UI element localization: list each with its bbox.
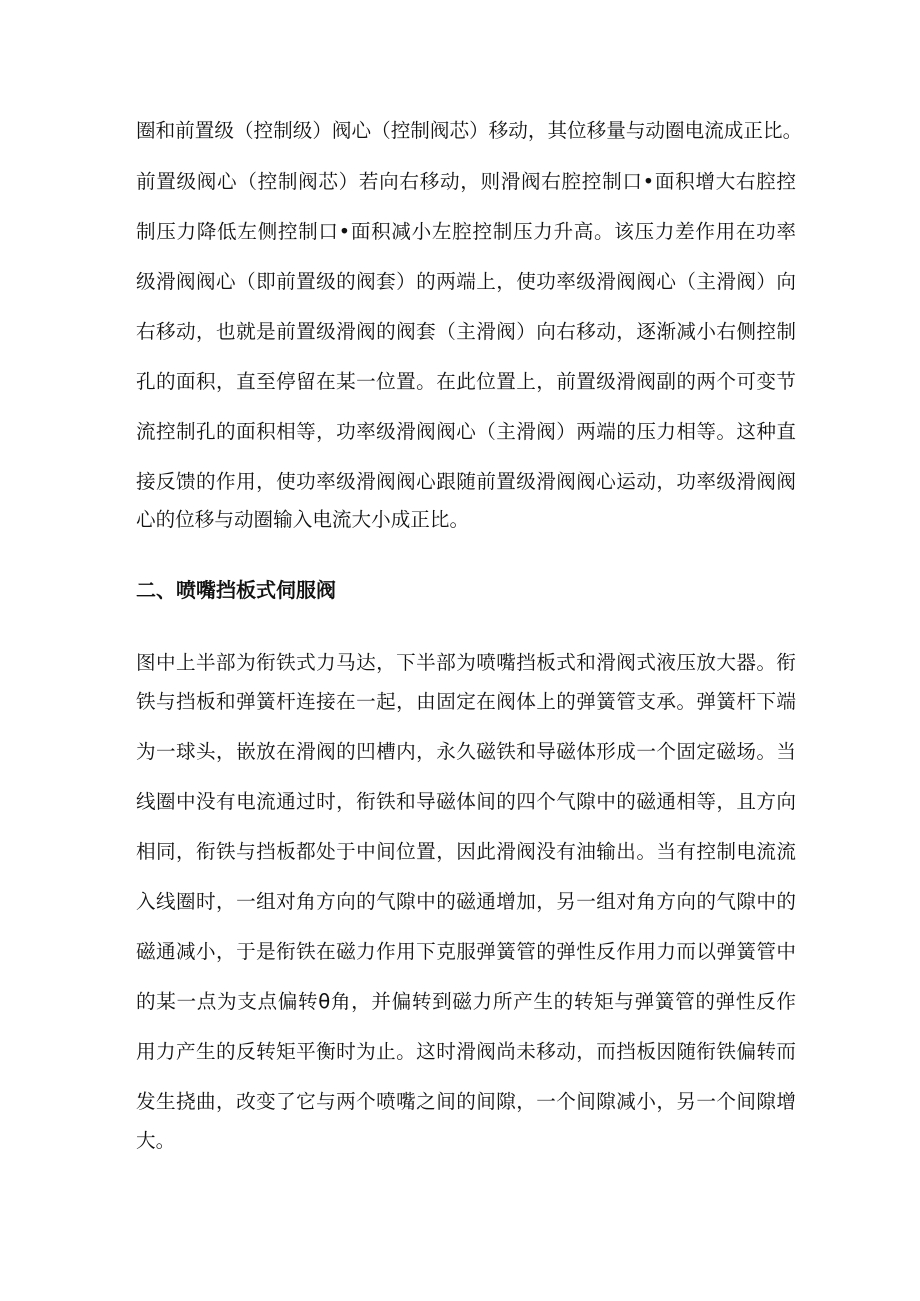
paragraph-line: 相同，衔铁与挡板都处于中间位置，因此滑阀没有油输出。当有控制电流流 (136, 840, 796, 863)
paragraph-line: 为一球头，嵌放在滑阀的凹槽内，永久磁铁和导磁体形成一个固定磁场。当 (136, 740, 796, 763)
paragraph-line: 孔的面积，直至停留在某一位置。在此位置上，前置级滑阀副的两个可变节 (136, 370, 796, 393)
paragraph-line: 心的位移与动圈输入电流大小成正比。 (136, 508, 470, 531)
paragraph-line: 大。 (136, 1129, 176, 1152)
paragraph-line: 圈和前置级（控制级）阀心（控制阀芯）移动，其位移量与动圈电流成正比。 (136, 119, 803, 142)
paragraph-line: 级滑阀阀心（即前置级的阀套）的两端上，使功率级滑阀阀心（主滑阀）向 (136, 270, 796, 293)
paragraph-line: 的某一点为支点偏转θ角，并偏转到磁力所产生的转矩与弹簧管的弹性反作 (136, 990, 796, 1013)
paragraph-line: 铁与挡板和弹簧杆连接在一起，由固定在阀体上的弹簧管支承。弹簧杆下端 (136, 690, 796, 713)
paragraph-line: 前置级阀心（控制阀芯）若向右移动，则滑阀右腔控制口•面积增大右腔控 (136, 170, 796, 193)
paragraph-line: 入线圈时，一组对角方向的气隙中的磁通增加，另一组对角方向的气隙中的 (136, 890, 796, 913)
paragraph-line: 制压力降低左侧控制口•面积减小左腔控制压力升高。该压力差作用在功率 (136, 220, 796, 243)
paragraph-line: 发生挠曲，改变了它与两个喷嘴之间的间隙，一个间隙减小，另一个间隙增 (136, 1090, 796, 1113)
paragraph-line: 磁通减小，于是衔铁在磁力作用下克服弹簧管的弹性反作用力而以弹簧管中 (136, 940, 796, 963)
paragraph-line: 右移动，也就是前置级滑阀的阀套（主滑阀）向右移动，逐渐减小右侧控制 (136, 320, 796, 343)
paragraph-line: 用力产生的反转矩平衡时为止。这时滑阀尚未移动，而挡板因随衔铁偏转而 (136, 1040, 796, 1063)
paragraph-line: 流控制孔的面积相等，功率级滑阀阀心（主滑阀）两端的压力相等。这种直 (136, 420, 796, 443)
paragraph-line: 线圈中没有电流通过时，衔铁和导磁体间的四个气隙中的磁通相等，且方向 (136, 790, 796, 813)
section-heading: 二、喷嘴挡板式伺服阀 (136, 578, 336, 602)
paragraph-line: 图中上半部为衔铁式力马达，下半部为喷嘴挡板式和滑阀式液压放大器。衔 (136, 651, 796, 674)
paragraph-line: 接反馈的作用，使功率级滑阀阀心跟随前置级滑阀阀心运动，功率级滑阀阀 (136, 470, 796, 493)
